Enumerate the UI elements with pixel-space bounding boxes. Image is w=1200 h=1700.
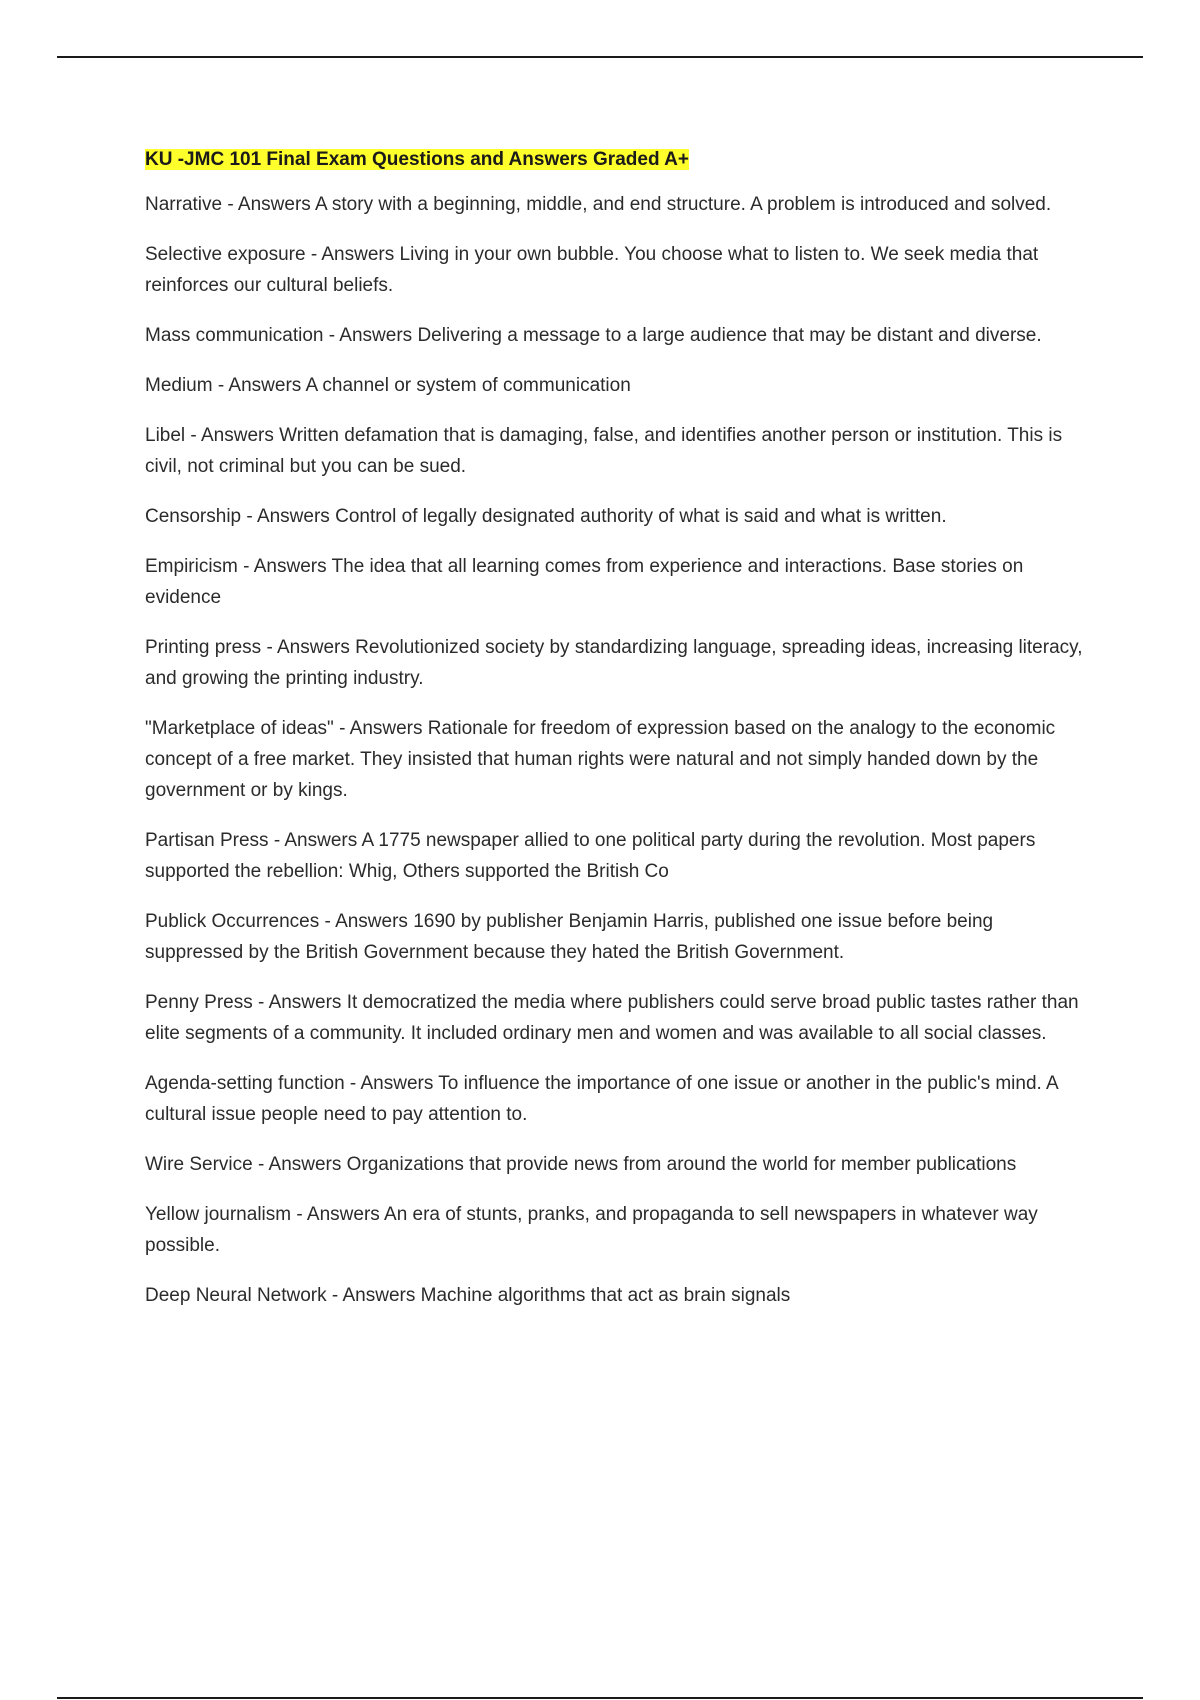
- entry-term: Agenda-setting function: [145, 1073, 345, 1094]
- entry-separator: - Answers: [268, 830, 362, 851]
- entry-separator: - Answers: [344, 1073, 439, 1094]
- entry-term: Medium: [145, 375, 213, 396]
- entry-term: Printing press: [145, 637, 262, 658]
- qa-entry: [145, 320, 1095, 351]
- entry-term: Mass communication: [145, 325, 324, 346]
- entry-term: Censorship: [145, 506, 242, 527]
- qa-entry: [145, 1068, 1095, 1130]
- qa-entry: [145, 1199, 1095, 1261]
- entry-separator: - Answers: [222, 194, 315, 215]
- qa-entry: [145, 1280, 1095, 1311]
- qa-entry: [145, 825, 1095, 887]
- entry-separator: - Answers: [252, 992, 347, 1013]
- entry-term: Penny Press: [145, 992, 253, 1013]
- entry-term: Libel: [145, 425, 186, 446]
- entry-separator: - Answers: [252, 1154, 347, 1175]
- entry-answer: Machine algorithms that act as brain signals: [420, 1285, 791, 1306]
- qa-entry: [145, 239, 1095, 301]
- entry-answer: Rationale for freedom of expression based on the analogy to the economic concept of a free market. They insisted that human rights were natural and not simply handed down by the government or by kings.: [145, 718, 1056, 801]
- entry-separator: - Answers: [241, 506, 336, 527]
- entry-term: "Marketplace of ideas": [145, 718, 334, 739]
- qa-entry: [145, 189, 1095, 220]
- title-line: [145, 145, 1095, 175]
- entry-term: Partisan Press: [145, 830, 269, 851]
- entry-separator: - Answers: [326, 1285, 421, 1306]
- entry-separator: - Answers: [185, 425, 280, 446]
- entry-separator: - Answers: [333, 718, 428, 739]
- qa-entry: [145, 632, 1095, 694]
- qa-entry: [145, 906, 1095, 968]
- entry-answer: Organizations that provide news from around the world for member publications: [346, 1154, 1017, 1175]
- qa-entry: [145, 987, 1095, 1049]
- entry-term: Deep Neural Network: [145, 1285, 327, 1306]
- qa-entry: [145, 501, 1095, 532]
- entry-answer: A story with a beginning, middle, and end structure. A problem is introduced and solved.: [315, 194, 1052, 215]
- document-body: [145, 145, 1095, 1330]
- entry-term: Wire Service: [145, 1154, 253, 1175]
- header-rule: [57, 56, 1143, 58]
- entry-term: Narrative: [145, 194, 223, 215]
- entry-separator: - Answers: [261, 637, 356, 658]
- entry-answer: A channel or system of communication: [305, 375, 631, 396]
- entry-answer: Revolutionized society by standardizing language, spreading ideas, increasing literacy, and growing the printing industry.: [145, 637, 1083, 689]
- entry-separator: - Answers: [323, 325, 418, 346]
- entry-answer: It democratized the media where publishers could serve broad public tastes rather than elite segments of a community. It included ordinary men and women and was available to all social classes.: [145, 992, 1079, 1044]
- entry-answer: A 1775 newspaper allied to one political party during the revolution. Most papers supported the rebellion: Whig, Others supported the British Co: [145, 830, 1036, 882]
- qa-entry: [145, 370, 1095, 401]
- entry-separator: - Answers: [305, 244, 400, 265]
- entry-term: Selective exposure: [145, 244, 306, 265]
- qa-entry: [145, 1149, 1095, 1180]
- entry-separator: - Answers: [319, 911, 414, 932]
- document-title: KU -JMC 101 Final Exam Questions and Answers Graded A+: [145, 149, 689, 170]
- entry-answer: To influence the importance of one issue or another in the public's mind. A cultural issue people need to pay attention to.: [145, 1073, 1058, 1125]
- entry-separator: - Answers: [237, 556, 332, 577]
- entry-answer: The idea that all learning comes from experience and interactions. Base stories on evidence: [145, 556, 1024, 608]
- footer-rule: [57, 1697, 1143, 1699]
- entry-answer: 1690 by publisher Benjamin Harris, published one issue before being suppressed by the British Government because they hated the British Government.: [145, 911, 994, 963]
- qa-entry: [145, 420, 1095, 482]
- qa-entry: [145, 713, 1095, 806]
- entry-answer: An era of stunts, pranks, and propaganda to sell newspapers in whatever way possible.: [145, 1204, 1038, 1256]
- entry-answer: Delivering a message to a large audience that may be distant and diverse.: [417, 325, 1042, 346]
- entry-answer: Living in your own bubble. You choose what to listen to. We seek media that reinforces our cultural beliefs.: [145, 244, 1039, 296]
- entry-answer: Control of legally designated authority of what is said and what is written.: [335, 506, 947, 527]
- entry-term: Publick Occurrences: [145, 911, 320, 932]
- qa-entry: [145, 551, 1095, 613]
- entry-separator: - Answers: [212, 375, 306, 396]
- entry-term: Empiricism: [145, 556, 238, 577]
- entry-term: Yellow journalism: [145, 1204, 292, 1225]
- entry-separator: - Answers: [291, 1204, 385, 1225]
- entry-answer: Written defamation that is damaging, false, and identifies another person or institution. This is civil, not criminal but you can be sued.: [145, 425, 1063, 477]
